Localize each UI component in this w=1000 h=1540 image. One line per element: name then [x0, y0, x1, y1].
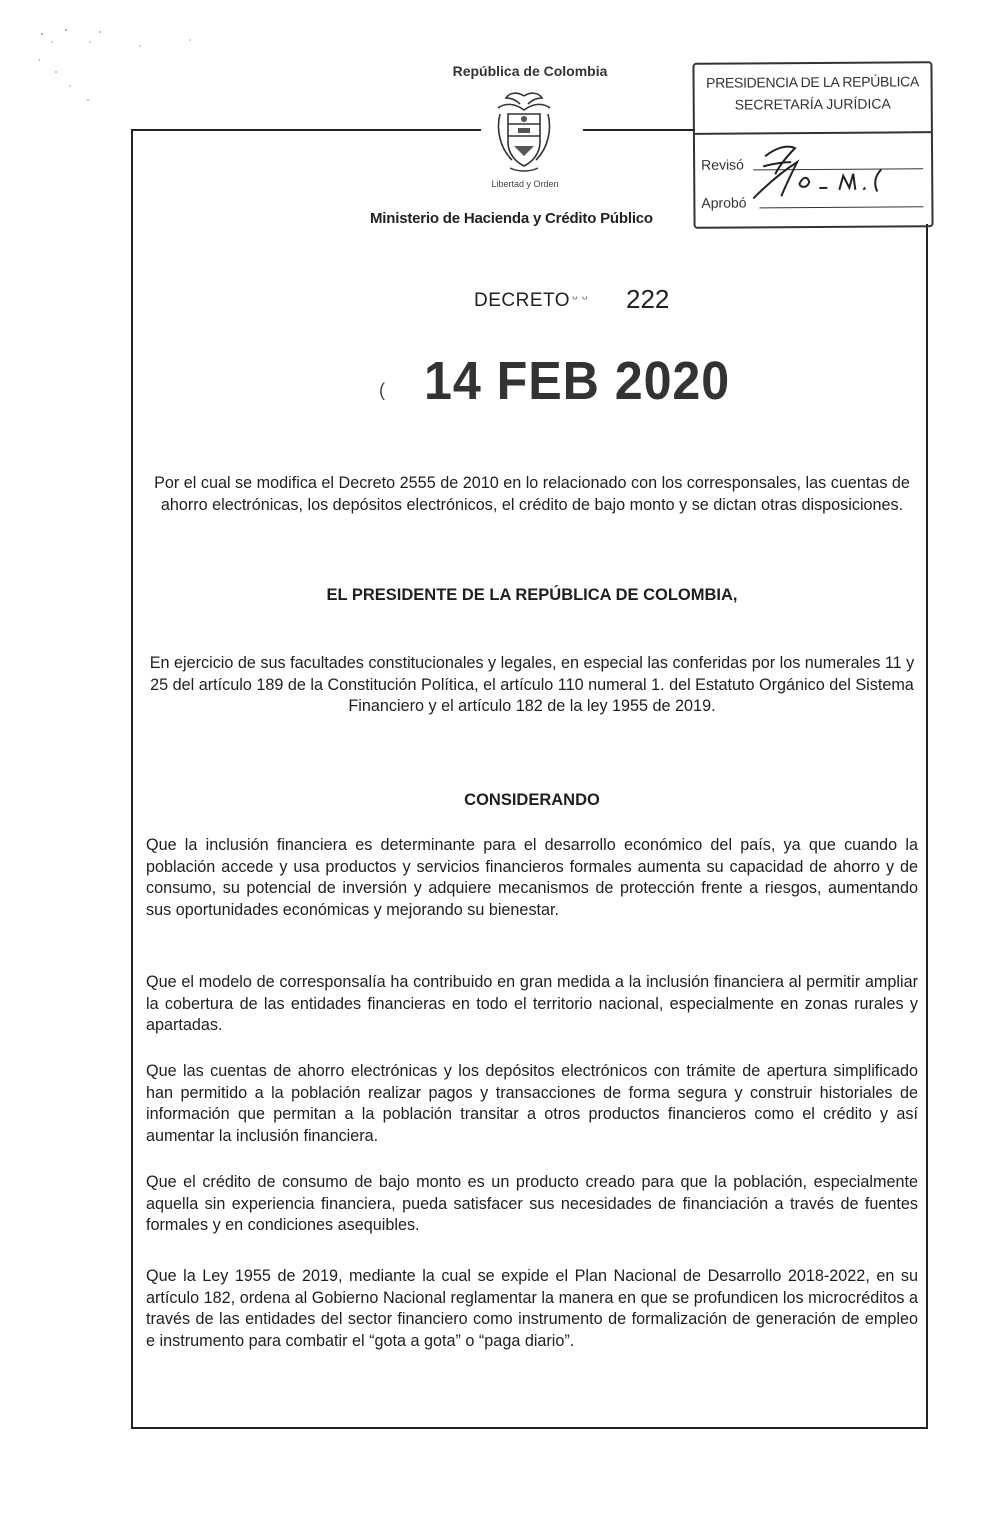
republica-heading: República de Colombia [452, 63, 608, 79]
decreto-marks: ᵕ ᵕ [572, 290, 588, 307]
handwritten-signature [735, 135, 926, 216]
stamp-aprobo-label: Aprobó [701, 194, 747, 211]
considerando-paragraph: Que el modelo de corresponsalía ha contribuido en gran medida a la inclusión financiera al permitir ampliar la cobertura de las entidades financieras en todo el territorio nacional, especialmente en zonas rurales y apartadas. [146, 973, 918, 1034]
considerando-heading: CONSIDERANDO [464, 791, 600, 809]
frame-left-line [131, 129, 133, 1429]
stamp-divider [695, 131, 931, 135]
frame-top-left-line [131, 129, 481, 131]
considerando-paragraph: Que el crédito de consumo de bajo monto es un producto creado para que la población, especialmente aquella sin experiencia financiera, pueda satisfacer sus necesidades de financiación a través de fuentes formales y en condiciones asequibles. [146, 1173, 918, 1234]
date-open-paren: ( [379, 380, 385, 400]
decree-subject: Por el cual se modifica el Decreto 2555 de 2010 en lo relacionado con los corresponsales, las cuentas de ahorro electrónicas, los depósitos electrónicos, el crédito de bajo monto y se dictan otras disposiciones. [154, 474, 910, 514]
decreto-number: 222 [626, 284, 670, 314]
stamp-presidencia: PRESIDENCIA DE LA REPÚBLICA [706, 73, 920, 91]
lema-text: Libertad y Orden [491, 179, 559, 189]
frame-bottom-line [131, 1427, 928, 1429]
stamp-reviso-label: Revisó [701, 156, 744, 173]
legal-basis-paragraph: En ejercicio de sus facultades constitucionales y legales, en especial las conferidas por los numerales 11 y 25 del artículo 189 de la Constitución Política, el artículo 110 numeral 1. del Estatuto Orgánico del Sistema Financiero y el artículo 182 de la ley 1955 de 2019. [149, 654, 915, 715]
president-heading: EL PRESIDENTE DE LA REPÚBLICA DE COLOMBIA, [326, 586, 738, 604]
decreto-label: DECRETO [474, 290, 571, 311]
decreto-date: 14 FEB 2020 [424, 351, 731, 411]
stamp-secretaria: SECRETARÍA JURÍDICA [734, 95, 891, 113]
frame-top-right-line [583, 129, 695, 131]
review-stamp [692, 61, 933, 229]
frame-right-line [926, 224, 928, 1429]
considerando-paragraph: Que la Ley 1955 de 2019, mediante la cual se expide el Plan Nacional de Desarrollo 2018-2022, en su artículo 182, ordena al Gobierno Nacional reglamentar la manera en que se profundicen los microcréditos a través de las entidades del sector financiero como instrumento de formalización de generación de empleo e instrumento para combatir el “gota a gota” o “paga diario”. [146, 1267, 918, 1350]
considerando-paragraph: Que la inclusión financiera es determinante para el desarrollo económico del país, ya que cuando la población accede y usa productos y servicios financieros formales aumenta su capacidad de ahorro y de consumo, su potencial de inversión y adquiere mecanismos de protección frente a riesgos, aumentando sus oportunidades económicas y mejorando su bienestar. [146, 836, 918, 919]
coat-of-arms-icon [492, 90, 556, 174]
ministerio-heading: Ministerio de Hacienda y Crédito Público [370, 210, 653, 227]
scan-specks [30, 20, 230, 110]
considerando-paragraph: Que las cuentas de ahorro electrónicas y los depósitos electrónicos con trámite de apertura simplificado han permitido a la población realizar pagos y transacciones de forma segura y construir historiales de información que permitan a la población transitar a otros productos financieros como el crédito y así aumentar la inclusión financiera. [146, 1062, 918, 1145]
